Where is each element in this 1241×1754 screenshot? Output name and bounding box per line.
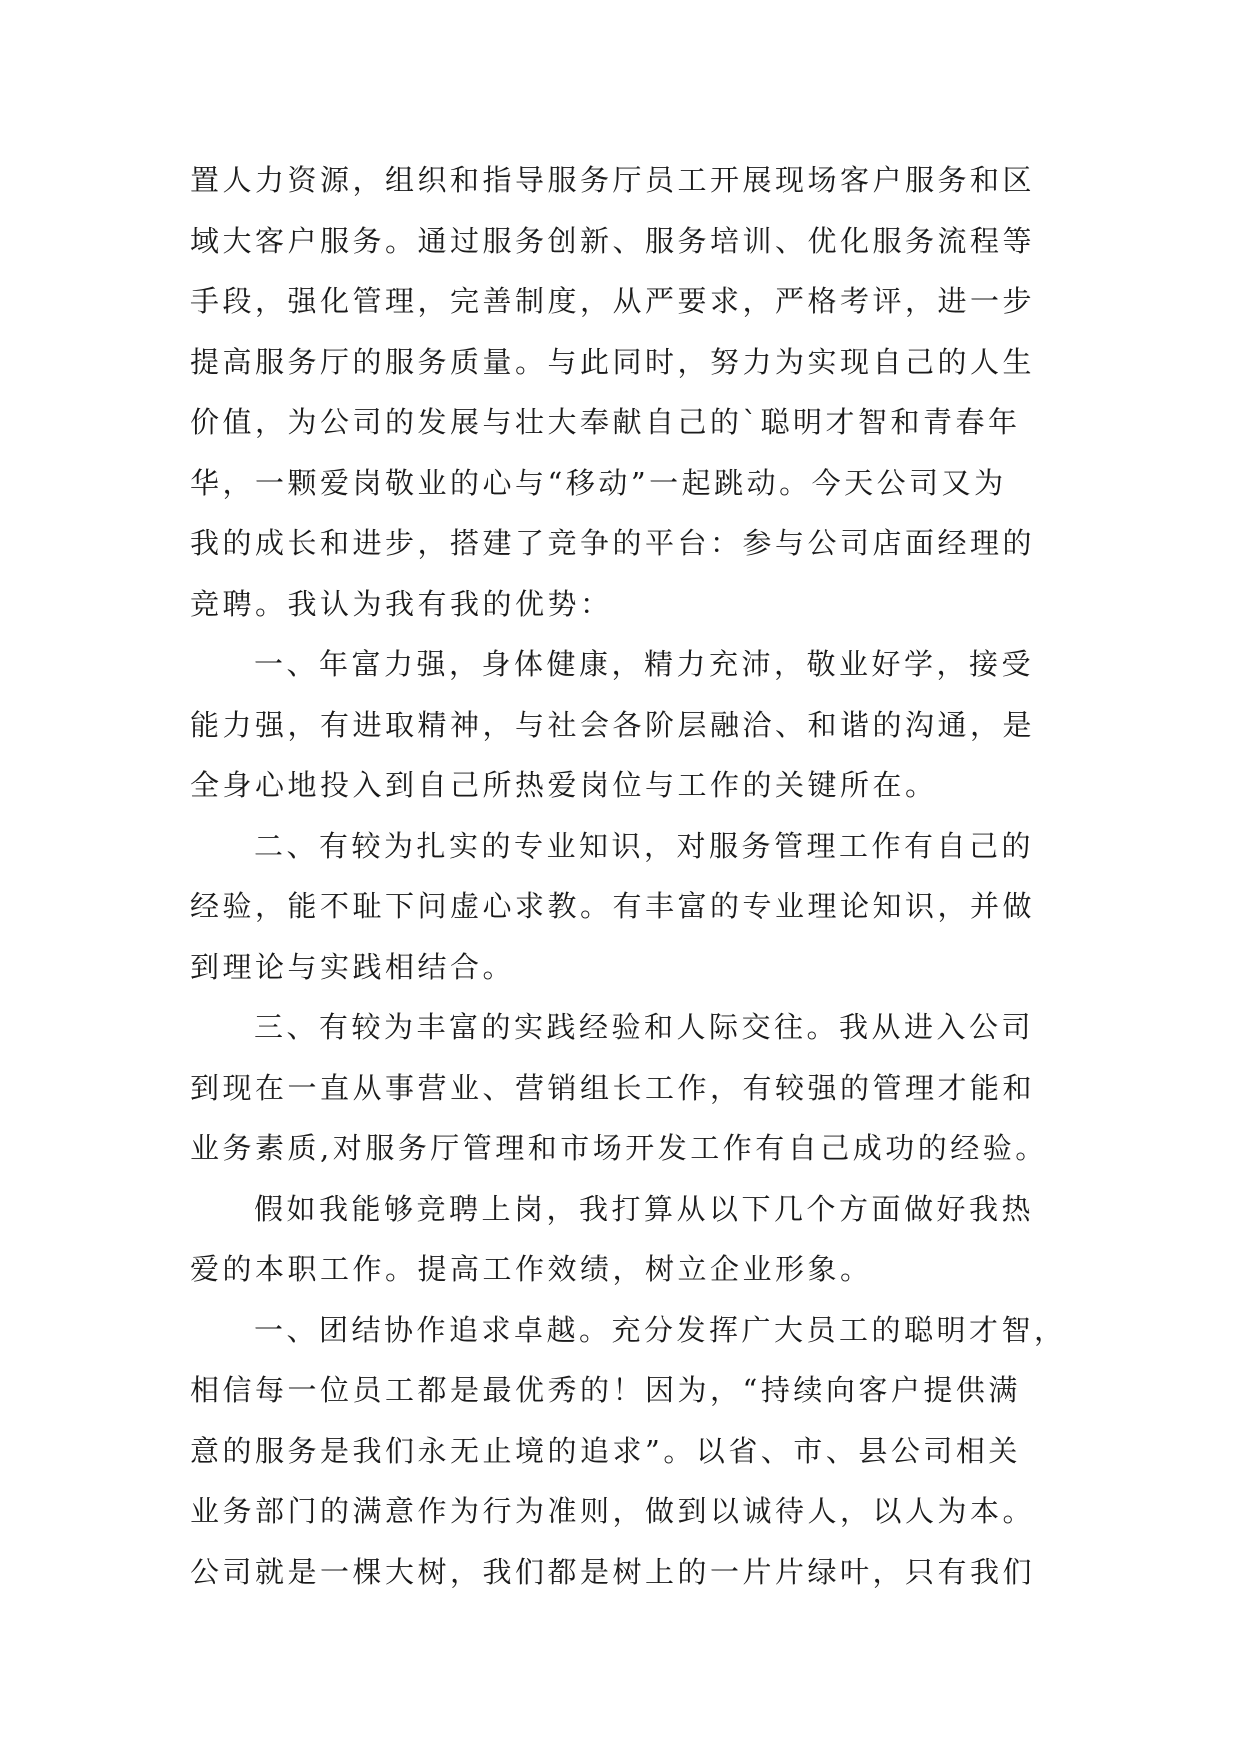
text-line: 华，一颗爱岗敬业的心与“移动”一起跳动。今天公司又为 bbox=[190, 465, 1007, 500]
text-line: 手段，强化管理，完善制度，从严要求，严格考评，进一步 bbox=[190, 284, 1036, 318]
text-line: 到现在一直从事营业、营销组长工作，有较强的管理才能和 bbox=[190, 1070, 1036, 1105]
text-line: 三、有较为丰富的实践经验和人际交往。我从进入公司 bbox=[254, 1010, 1035, 1044]
text-line: 能力强，有进取精神，与社会各阶层融洽、和谐的沟通，是 bbox=[190, 707, 1036, 742]
text-line: 置人力资源，组织和指导服务厅员工开展现场客户服务和区 bbox=[190, 163, 1036, 197]
text-line: 全身心地投入到自己所热爱岗位与工作的关键所在。 bbox=[190, 768, 938, 802]
text-line: 价值，为公司的发展与壮大奉献自己的`聪明才智和青春年 bbox=[190, 405, 1021, 439]
text-line: 经验，能不耻下问虚心求教。有丰富的专业理论知识，并做 bbox=[190, 889, 1036, 923]
text-line: 一、年富力强，身体健康，精力充沛，敬业好学，接受 bbox=[254, 647, 1035, 681]
text-line: 我的成长和进步，搭建了竞争的平台：参与公司店面经理的 bbox=[190, 526, 1036, 560]
text-line: 爱的本职工作。提高工作效绩，树立企业形象。 bbox=[190, 1252, 873, 1286]
text-line: 提高服务厅的服务质量。与此同时，努力为实现自己的人生 bbox=[190, 344, 1036, 379]
text-line: 二、有较为扎实的专业知识，对服务管理工作有自己的 bbox=[254, 828, 1035, 863]
text-line: 竞聘。我认为我有我的优势： bbox=[190, 586, 613, 621]
text-line: 相信每一位员工都是最优秀的！因为，“持续向客户提供满 bbox=[190, 1373, 1021, 1407]
text-line: 意的服务是我们永无止境的追求”。以省、市、县公司相关 bbox=[190, 1433, 1021, 1468]
text-line: 假如我能够竞聘上岗，我打算从以下几个方面做好我热 bbox=[254, 1191, 1035, 1226]
text-line: 业务素质,对服务厅管理和市场开发工作有自己成功的经验。 bbox=[190, 1131, 1048, 1165]
text-line: 一、团结协作追求卓越。充分发挥广大员工的聪明才智， bbox=[254, 1312, 1067, 1347]
text-line: 域大客户服务。通过服务创新、服务培训、优化服务流程等 bbox=[190, 223, 1036, 258]
text-line: 业务部门的满意作为行为准则，做到以诚待人，以人为本。 bbox=[190, 1494, 1036, 1528]
text-line: 公司就是一棵大树，我们都是树上的一片片绿叶，只有我们 bbox=[190, 1554, 1036, 1589]
document-page bbox=[190, 150, 1067, 1602]
text-line: 到理论与实践相结合。 bbox=[190, 949, 516, 984]
